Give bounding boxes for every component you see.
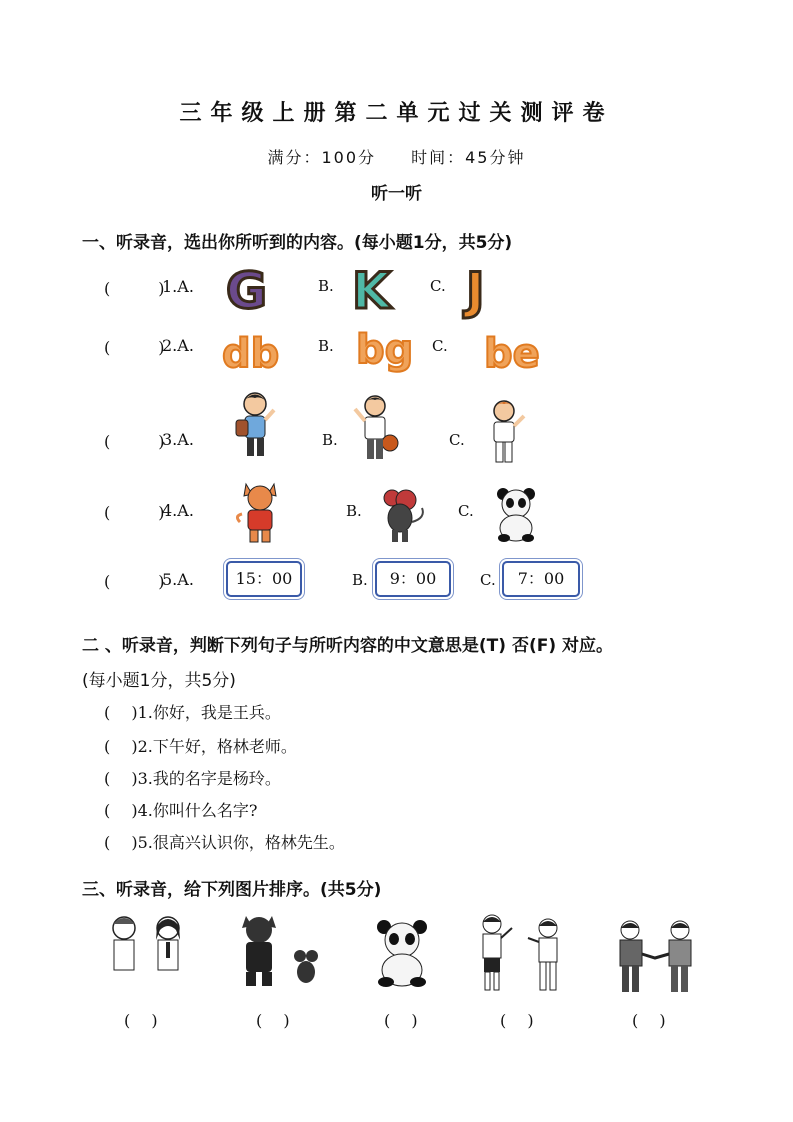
q5-c-label: C. <box>480 571 496 589</box>
boys-greeting-icon <box>474 912 570 996</box>
q4-label: 4.A. <box>162 501 194 520</box>
cat-mouse-icon <box>232 912 332 992</box>
q3-answer-blank[interactable]: ( ) <box>104 432 165 451</box>
listening-heading: 听一听 <box>371 184 422 204</box>
tf-item-4[interactable]: ( )4.你叫什么名字? <box>104 801 258 820</box>
tf-item-5[interactable]: ( )5.很高兴认识你，格林先生。 <box>104 833 345 852</box>
q3-label: 3.A. <box>162 430 194 449</box>
q5-b-label: B. <box>352 571 368 589</box>
full-score: 满分：100分 <box>267 148 377 167</box>
q2-b-label: B. <box>318 337 334 355</box>
panda-bw-icon <box>374 918 430 990</box>
boy-waving-ball-icon[interactable] <box>350 393 400 465</box>
tf-item-1[interactable]: ( )1.你好，我是王兵。 <box>104 703 281 722</box>
part2-subheading: (每小题1分，共5分) <box>82 671 236 691</box>
order-blank-2[interactable]: ( ) <box>256 1011 290 1030</box>
q1-label: 1.A. <box>162 277 194 296</box>
order-blank-4[interactable]: ( ) <box>500 1011 534 1030</box>
clock-9-00-option[interactable]: 9：00 <box>375 561 451 597</box>
letter-g-option[interactable]: G <box>226 262 268 320</box>
tf-item-3[interactable]: ( )3.我的名字是杨玲。 <box>104 769 281 788</box>
exam-time: 时间：45分钟 <box>411 148 526 167</box>
q3-b-label: B. <box>322 431 338 449</box>
cat-icon[interactable] <box>232 480 288 544</box>
clock-7-00-option[interactable]: 7：00 <box>502 561 580 597</box>
order-blank-3[interactable]: ( ) <box>384 1011 418 1030</box>
part3-heading: 三、听录音，给下列图片排序。(共5分) <box>82 880 382 900</box>
q1-c-label: C. <box>430 277 446 295</box>
q4-b-label: B. <box>346 502 362 520</box>
q3-c-label: C. <box>449 431 465 449</box>
letter-k-option[interactable]: K <box>352 262 391 320</box>
clock-15-00-option[interactable]: 15：00 <box>226 561 302 597</box>
letters-bg-option[interactable]: bg <box>356 327 414 373</box>
panda-icon[interactable] <box>494 486 538 544</box>
mouse-icon[interactable] <box>370 488 430 544</box>
exam-info <box>0 145 793 168</box>
page-title: 三年级上册第二单元过关测评卷 <box>179 100 614 126</box>
order-blank-1[interactable]: ( ) <box>124 1011 158 1030</box>
q2-c-label: C. <box>432 337 448 355</box>
q4-c-label: C. <box>458 502 474 520</box>
redhead-boy-icon[interactable] <box>478 398 530 464</box>
q2-answer-blank[interactable]: ( ) <box>104 338 165 357</box>
q1-b-label: B. <box>318 277 334 295</box>
part2-heading: 二 、听录音，判断下列句子与所听内容的中文意思是(T) 否(F) 对应。 <box>82 636 614 656</box>
tf-item-2[interactable]: ( )2.下午好，格林老师。 <box>104 737 297 756</box>
letter-j-option[interactable]: J <box>466 262 485 320</box>
part1-heading: 一、听录音，选出你所听到的内容。(每小题1分，共5分) <box>82 233 513 253</box>
children-talking-icon <box>102 912 192 992</box>
q5-answer-blank[interactable]: ( ) <box>104 572 165 591</box>
q2-label: 2.A. <box>162 336 194 355</box>
q4-answer-blank[interactable]: ( ) <box>104 503 165 522</box>
order-blank-5[interactable]: ( ) <box>632 1011 666 1030</box>
q1-answer-blank[interactable]: ( ) <box>104 279 165 298</box>
letters-be-option[interactable]: be <box>484 331 540 377</box>
boy-backpack-icon[interactable] <box>232 390 278 462</box>
q5-label: 5.A. <box>162 570 194 589</box>
letters-db-option[interactable]: db <box>222 331 280 377</box>
handshake-icon <box>610 918 700 998</box>
